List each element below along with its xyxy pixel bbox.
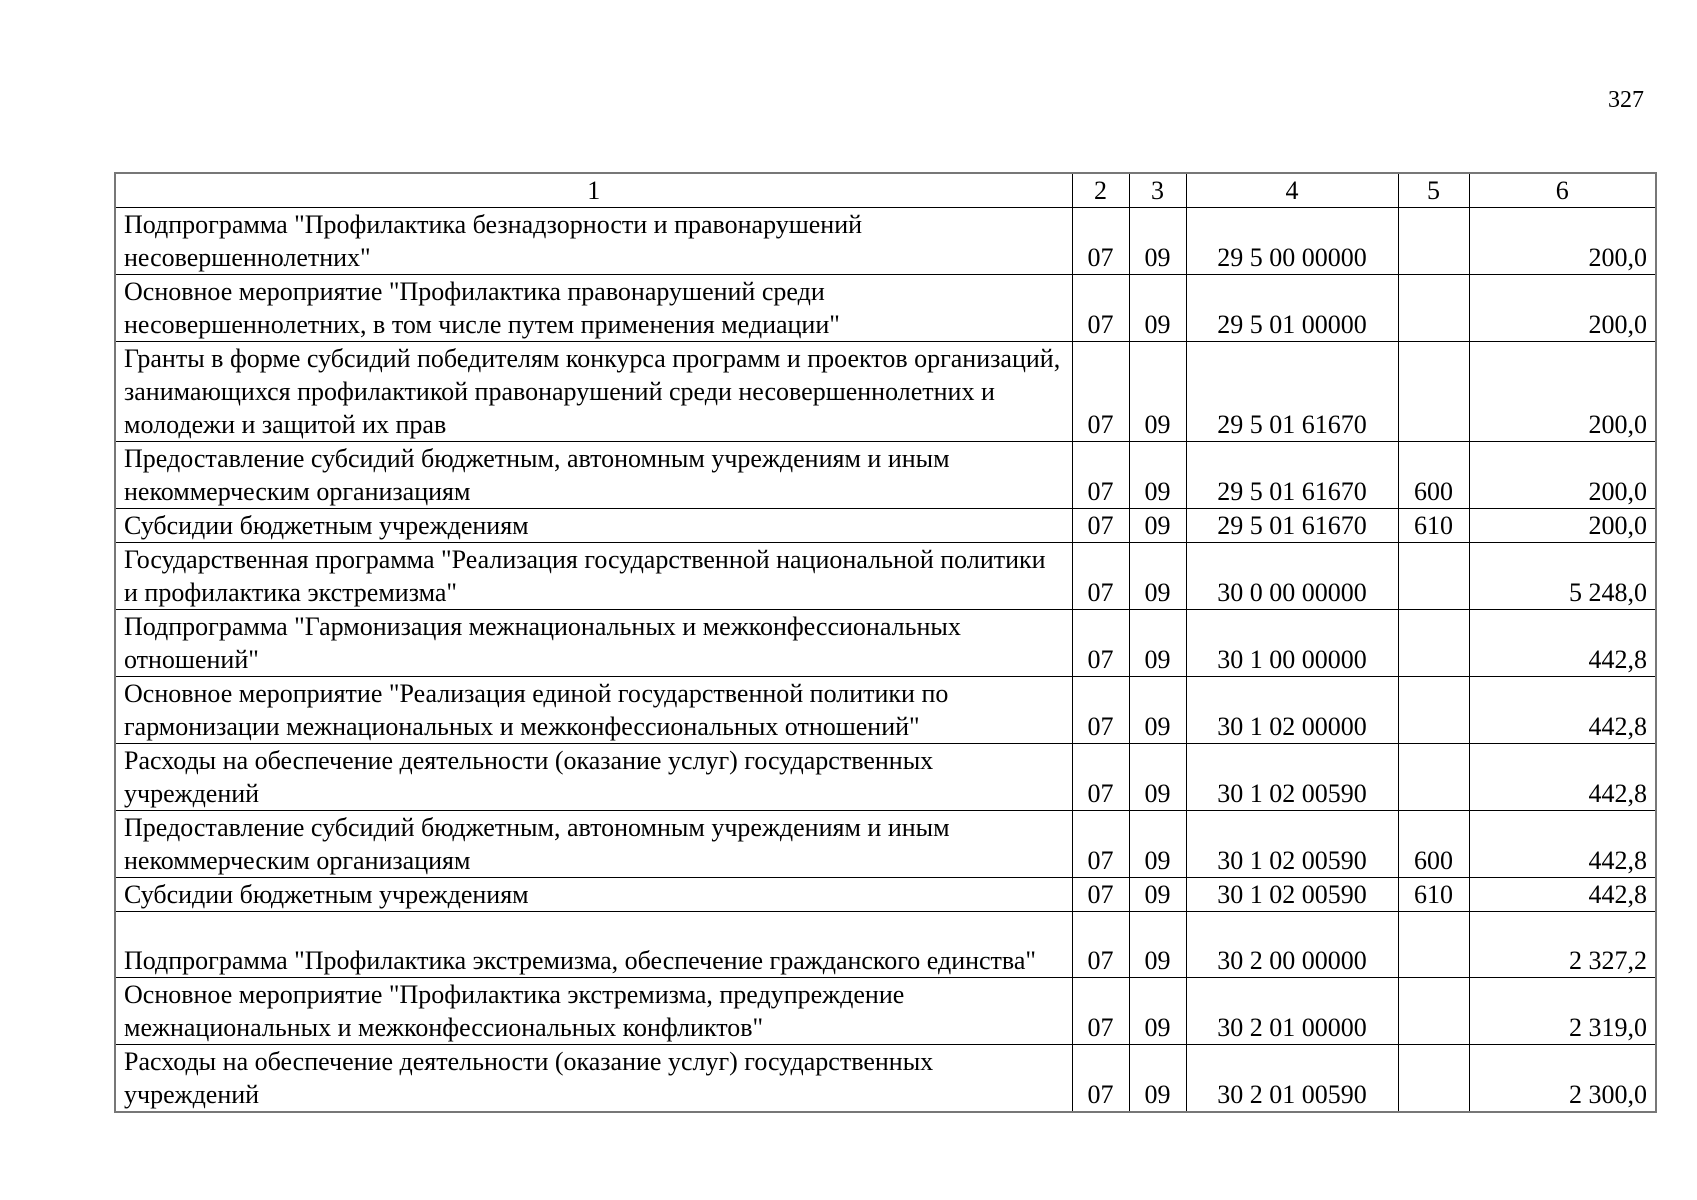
row-expense-type: 600 bbox=[1398, 811, 1469, 878]
table-row bbox=[115, 509, 1656, 543]
row-amount: 442,8 bbox=[1469, 811, 1656, 878]
column-header-5: 5 bbox=[1398, 173, 1469, 208]
column-header-4: 4 bbox=[1186, 173, 1398, 208]
row-section: 07 bbox=[1072, 275, 1129, 342]
row-target-code: 29 5 01 61670 bbox=[1186, 342, 1398, 442]
row-target-code: 29 5 01 61670 bbox=[1186, 442, 1398, 509]
budget-table bbox=[114, 172, 1657, 1113]
row-subsection: 09 bbox=[1129, 978, 1186, 1045]
row-expense-type bbox=[1398, 275, 1469, 342]
table-row bbox=[115, 208, 1656, 275]
table-row bbox=[115, 1045, 1656, 1113]
row-section: 07 bbox=[1072, 744, 1129, 811]
row-target-code: 29 5 01 61670 bbox=[1186, 509, 1398, 543]
row-expense-type bbox=[1398, 610, 1469, 677]
table-row bbox=[115, 342, 1656, 442]
row-name: Подпрограмма "Гармонизация межнациональных и межконфессиональных отношений" bbox=[115, 610, 1072, 677]
table-header-row bbox=[115, 173, 1656, 208]
row-amount: 442,8 bbox=[1469, 610, 1656, 677]
row-section: 07 bbox=[1072, 543, 1129, 610]
row-amount: 442,8 bbox=[1469, 677, 1656, 744]
row-name: Подпрограмма "Профилактика экстремизма, обеспечение гражданского единства" bbox=[115, 912, 1072, 978]
row-amount: 200,0 bbox=[1469, 275, 1656, 342]
row-target-code: 30 2 01 00000 bbox=[1186, 978, 1398, 1045]
row-section: 07 bbox=[1072, 1045, 1129, 1113]
table-row bbox=[115, 811, 1656, 878]
table-row bbox=[115, 744, 1656, 811]
row-section: 07 bbox=[1072, 509, 1129, 543]
row-target-code: 30 1 02 00000 bbox=[1186, 677, 1398, 744]
row-section: 07 bbox=[1072, 811, 1129, 878]
column-header-1: 1 bbox=[115, 173, 1072, 208]
row-section: 07 bbox=[1072, 677, 1129, 744]
row-target-code: 30 1 02 00590 bbox=[1186, 811, 1398, 878]
row-subsection: 09 bbox=[1129, 543, 1186, 610]
row-name: Основное мероприятие "Реализация единой государственной политики по гармонизации межнациональных и межконфессиональных отношений" bbox=[115, 677, 1072, 744]
row-name: Расходы на обеспечение деятельности (оказание услуг) государственных учреждений bbox=[115, 744, 1072, 811]
row-amount: 5 248,0 bbox=[1469, 543, 1656, 610]
row-amount: 442,8 bbox=[1469, 744, 1656, 811]
row-subsection: 09 bbox=[1129, 811, 1186, 878]
row-section: 07 bbox=[1072, 610, 1129, 677]
row-expense-type bbox=[1398, 1045, 1469, 1113]
row-target-code: 30 1 02 00590 bbox=[1186, 744, 1398, 811]
row-target-code: 30 0 00 00000 bbox=[1186, 543, 1398, 610]
row-subsection: 09 bbox=[1129, 610, 1186, 677]
table-row bbox=[115, 878, 1656, 912]
row-expense-type bbox=[1398, 978, 1469, 1045]
table-row bbox=[115, 275, 1656, 342]
row-amount: 200,0 bbox=[1469, 442, 1656, 509]
column-header-3: 3 bbox=[1129, 173, 1186, 208]
row-expense-type bbox=[1398, 912, 1469, 978]
row-expense-type bbox=[1398, 744, 1469, 811]
row-target-code: 30 1 00 00000 bbox=[1186, 610, 1398, 677]
row-amount: 200,0 bbox=[1469, 509, 1656, 543]
row-section: 07 bbox=[1072, 342, 1129, 442]
row-expense-type bbox=[1398, 208, 1469, 275]
row-amount: 442,8 bbox=[1469, 878, 1656, 912]
row-expense-type: 600 bbox=[1398, 442, 1469, 509]
row-target-code: 30 2 00 00000 bbox=[1186, 912, 1398, 978]
page-number: 327 bbox=[1608, 87, 1644, 113]
row-name: Предоставление субсидий бюджетным, автономным учреждениям и иным некоммерческим организациям bbox=[115, 811, 1072, 878]
row-section: 07 bbox=[1072, 878, 1129, 912]
row-section: 07 bbox=[1072, 208, 1129, 275]
row-subsection: 09 bbox=[1129, 275, 1186, 342]
row-subsection: 09 bbox=[1129, 342, 1186, 442]
row-subsection: 09 bbox=[1129, 912, 1186, 978]
row-target-code: 30 2 01 00590 bbox=[1186, 1045, 1398, 1113]
table-row bbox=[115, 442, 1656, 509]
row-name: Субсидии бюджетным учреждениям bbox=[115, 509, 1072, 543]
row-name: Предоставление субсидий бюджетным, автономным учреждениям и иным некоммерческим организациям bbox=[115, 442, 1072, 509]
row-amount: 200,0 bbox=[1469, 342, 1656, 442]
row-expense-type bbox=[1398, 543, 1469, 610]
row-amount: 2 300,0 bbox=[1469, 1045, 1656, 1113]
row-name: Основное мероприятие "Профилактика правонарушений среди несовершеннолетних, в том числе путем применения медиации" bbox=[115, 275, 1072, 342]
column-header-2: 2 bbox=[1072, 173, 1129, 208]
row-section: 07 bbox=[1072, 912, 1129, 978]
row-name: Расходы на обеспечение деятельности (оказание услуг) государственных учреждений bbox=[115, 1045, 1072, 1113]
table-row bbox=[115, 677, 1656, 744]
row-subsection: 09 bbox=[1129, 442, 1186, 509]
row-amount: 2 327,2 bbox=[1469, 912, 1656, 978]
row-section: 07 bbox=[1072, 978, 1129, 1045]
table-row bbox=[115, 610, 1656, 677]
column-header-6: 6 bbox=[1469, 173, 1656, 208]
row-expense-type bbox=[1398, 677, 1469, 744]
row-target-code: 29 5 00 00000 bbox=[1186, 208, 1398, 275]
row-name: Подпрограмма "Профилактика безнадзорности и правонарушений несовершеннолетних" bbox=[115, 208, 1072, 275]
row-section: 07 bbox=[1072, 442, 1129, 509]
table-row bbox=[115, 978, 1656, 1045]
row-subsection: 09 bbox=[1129, 208, 1186, 275]
row-target-code: 29 5 01 00000 bbox=[1186, 275, 1398, 342]
row-expense-type bbox=[1398, 342, 1469, 442]
row-name: Основное мероприятие "Профилактика экстремизма, предупреждение межнациональных и межконфессиональных конфликтов" bbox=[115, 978, 1072, 1045]
row-target-code: 30 1 02 00590 bbox=[1186, 878, 1398, 912]
row-name: Государственная программа "Реализация государственной национальной политики и профилактика экстремизма" bbox=[115, 543, 1072, 610]
row-subsection: 09 bbox=[1129, 744, 1186, 811]
row-expense-type: 610 bbox=[1398, 878, 1469, 912]
table-row bbox=[115, 543, 1656, 610]
table-row bbox=[115, 912, 1656, 978]
row-amount: 2 319,0 bbox=[1469, 978, 1656, 1045]
row-subsection: 09 bbox=[1129, 878, 1186, 912]
row-subsection: 09 bbox=[1129, 677, 1186, 744]
row-subsection: 09 bbox=[1129, 1045, 1186, 1113]
row-amount: 200,0 bbox=[1469, 208, 1656, 275]
row-name: Гранты в форме субсидий победителям конкурса программ и проектов организаций, занимающихся профилактикой правонарушений среди несовершеннолетних и молодежи и защитой их прав bbox=[115, 342, 1072, 442]
row-name: Субсидии бюджетным учреждениям bbox=[115, 878, 1072, 912]
row-subsection: 09 bbox=[1129, 509, 1186, 543]
row-expense-type: 610 bbox=[1398, 509, 1469, 543]
